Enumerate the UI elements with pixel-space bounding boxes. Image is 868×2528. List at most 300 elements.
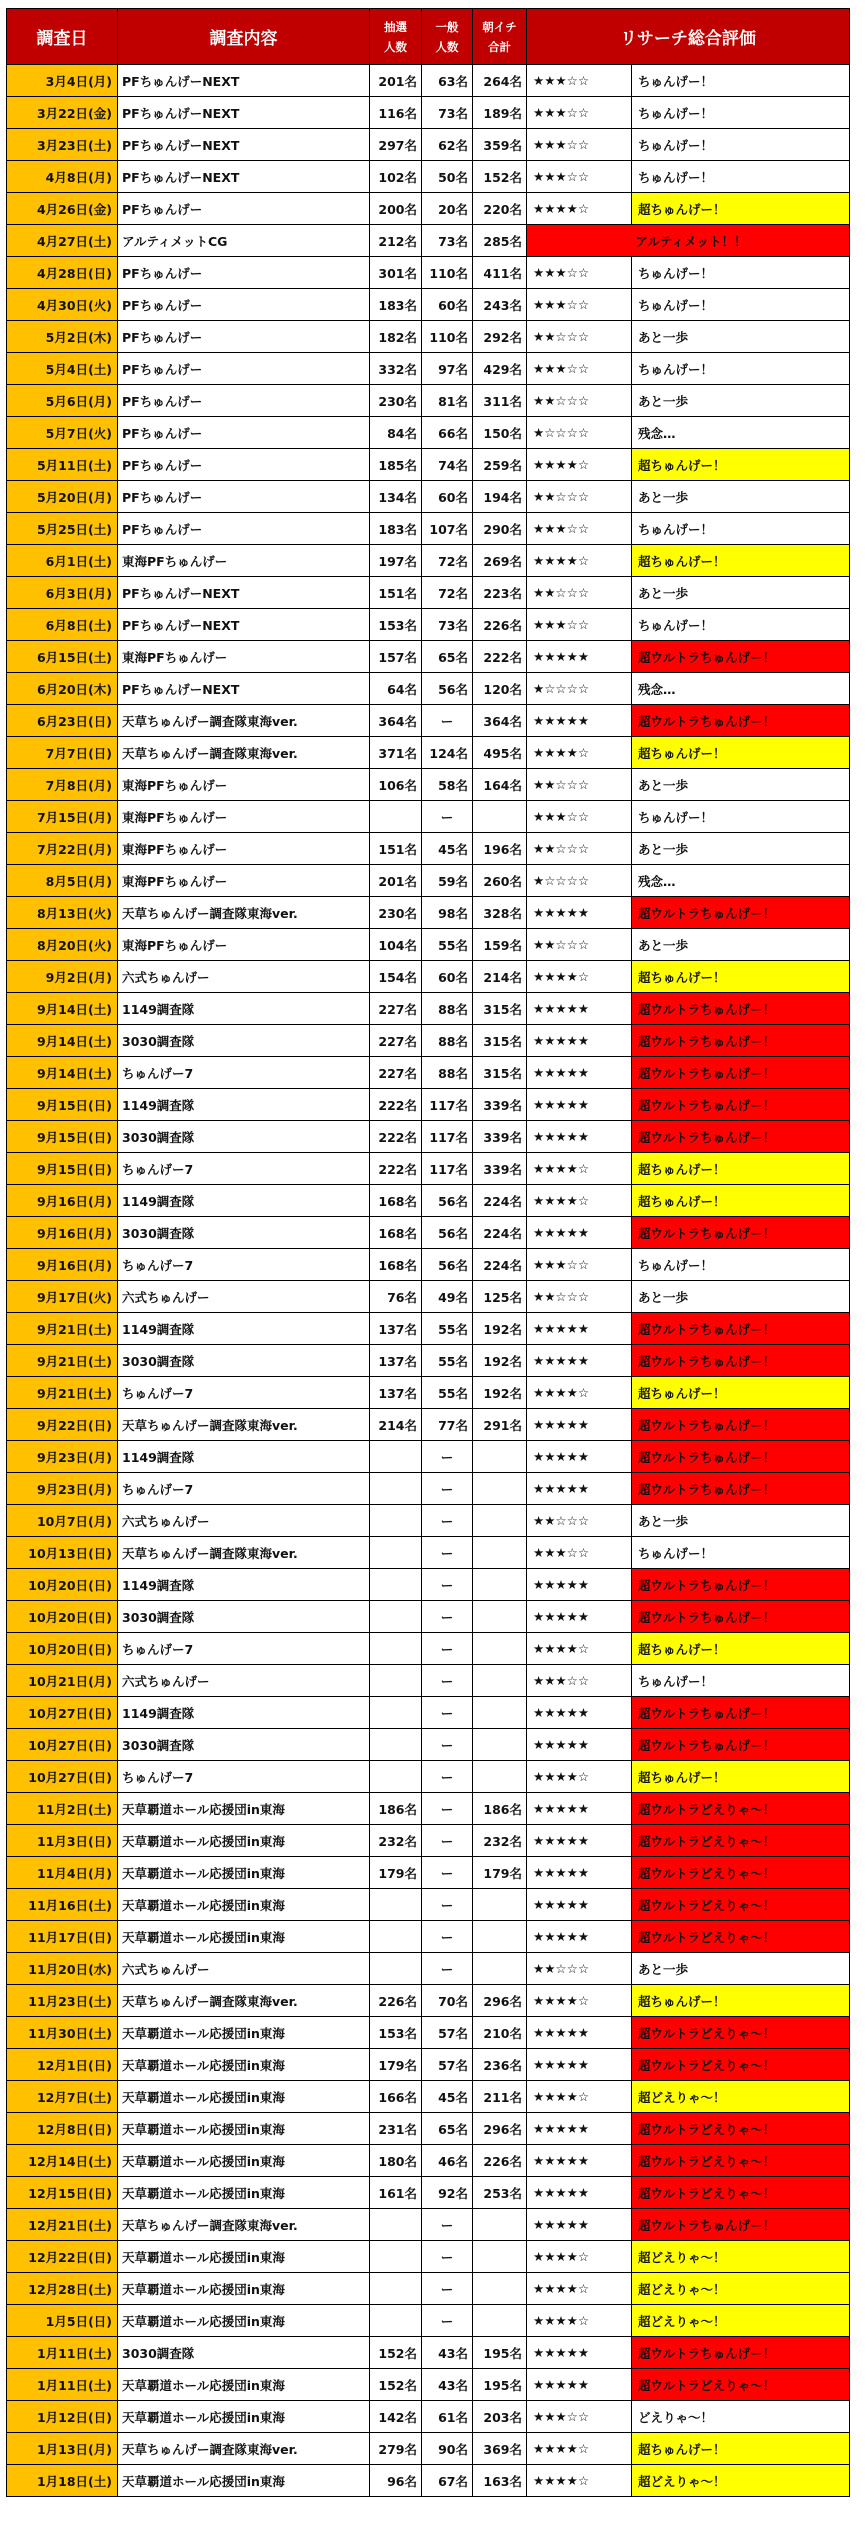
general-count-cell: 55名 — [422, 1377, 473, 1409]
lottery-count-cell — [370, 1569, 422, 1601]
stars-cell: ★★★☆☆ — [527, 289, 632, 321]
lottery-count-cell: 222名 — [370, 1089, 422, 1121]
lottery-count-cell: 152名 — [370, 2369, 422, 2401]
eval-cell: あと一歩 — [632, 833, 850, 865]
morning-total-cell: 150名 — [473, 417, 527, 449]
content-cell: 天草ちゅんげー調査隊東海ver. — [118, 2433, 370, 2465]
eval-cell: 超ウルトラちゅんげー！ — [632, 1313, 850, 1345]
stars-cell: ★★★☆☆ — [527, 161, 632, 193]
lottery-count-cell: 168名 — [370, 1217, 422, 1249]
date-cell: 3月22日(金) — [7, 97, 118, 129]
eval-cell: 超どえりゃ～！ — [632, 2081, 850, 2113]
content-cell: ちゅんげー7 — [118, 1153, 370, 1185]
date-cell: 11月20日(水) — [7, 1953, 118, 1985]
morning-total-cell: 195名 — [473, 2369, 527, 2401]
stars-cell: ★★★☆☆ — [527, 1665, 632, 1697]
date-cell: 11月2日(土) — [7, 1793, 118, 1825]
morning-total-cell: 364名 — [473, 705, 527, 737]
eval-cell: 超ちゅんげー！ — [632, 545, 850, 577]
eval-cell: 超ちゅんげー！ — [632, 1985, 850, 2017]
lottery-count-cell: 168名 — [370, 1249, 422, 1281]
table-row — [7, 289, 850, 321]
lottery-count-cell: 153名 — [370, 609, 422, 641]
eval-cell: ちゅんげー！ — [632, 353, 850, 385]
header-row — [7, 9, 850, 65]
content-cell: PFちゅんげーNEXT — [118, 97, 370, 129]
lottery-count-cell: 64名 — [370, 673, 422, 705]
general-count-cell: 46名 — [422, 2145, 473, 2177]
content-cell: 天草ちゅんげー調査隊東海ver. — [118, 705, 370, 737]
eval-cell: 超ウルトラちゅんげー！ — [632, 1057, 850, 1089]
general-count-cell: 124名 — [422, 737, 473, 769]
lottery-count-cell: 214名 — [370, 1409, 422, 1441]
eval-cell: 超ウルトラどえりゃ～！ — [632, 1825, 850, 1857]
content-cell: 天草覇道ホール応援団in東海 — [118, 2145, 370, 2177]
table-row — [7, 257, 850, 289]
stars-cell: ★★☆☆☆ — [527, 577, 632, 609]
stars-cell: ★★☆☆☆ — [527, 1281, 632, 1313]
lottery-count-cell — [370, 1441, 422, 1473]
table-row — [7, 1729, 850, 1761]
content-cell: 3030調査隊 — [118, 2337, 370, 2369]
table-row — [7, 545, 850, 577]
table-row — [7, 1153, 850, 1185]
morning-total-cell: 224名 — [473, 1217, 527, 1249]
date-cell: 1月13日(月) — [7, 2433, 118, 2465]
date-cell: 1月12日(日) — [7, 2401, 118, 2433]
eval-cell: 超ウルトラちゅんげー！ — [632, 705, 850, 737]
content-cell: 1149調査隊 — [118, 1697, 370, 1729]
date-cell: 5月2日(木) — [7, 321, 118, 353]
eval-cell: 超ウルトラちゅんげー！ — [632, 1569, 850, 1601]
lottery-count-cell — [370, 1601, 422, 1633]
morning-total-cell — [473, 1761, 527, 1793]
stars-cell: ★★★★☆ — [527, 1633, 632, 1665]
eval-cell: 超ちゅんげー！ — [632, 2433, 850, 2465]
date-cell: 4月27日(土) — [7, 225, 118, 257]
morning-total-cell — [473, 801, 527, 833]
general-count-cell: ー — [422, 1825, 473, 1857]
eval-cell: 超ウルトラどえりゃ～！ — [632, 2049, 850, 2081]
general-count-cell: 45名 — [422, 2081, 473, 2113]
date-cell: 11月16日(土) — [7, 1889, 118, 1921]
lottery-count-cell: 104名 — [370, 929, 422, 961]
eval-cell: ちゅんげー！ — [632, 129, 850, 161]
stars-cell: ★★★★★ — [527, 641, 632, 673]
eval-cell: 超ちゅんげー！ — [632, 1633, 850, 1665]
stars-cell: ★★★★☆ — [527, 2081, 632, 2113]
content-cell: PFちゅんげー — [118, 353, 370, 385]
date-cell: 5月4日(土) — [7, 353, 118, 385]
date-cell: 9月15日(日) — [7, 1089, 118, 1121]
date-cell: 12月21日(土) — [7, 2209, 118, 2241]
lottery-count-cell: 201名 — [370, 65, 422, 97]
morning-total-cell: 125名 — [473, 1281, 527, 1313]
date-cell: 9月14日(土) — [7, 1025, 118, 1057]
stars-cell: ★★★★★ — [527, 1441, 632, 1473]
lottery-count-cell — [370, 1537, 422, 1569]
morning-total-cell — [473, 2273, 527, 2305]
morning-total-cell: 339名 — [473, 1089, 527, 1121]
morning-total-cell: 220名 — [473, 193, 527, 225]
stars-cell: ★★★★★ — [527, 1889, 632, 1921]
stars-cell: ★★★★☆ — [527, 961, 632, 993]
general-count-cell: 59名 — [422, 865, 473, 897]
table-row — [7, 385, 850, 417]
stars-cell: ★★★★★ — [527, 1121, 632, 1153]
table-body — [7, 65, 850, 2497]
eval-cell: 超ちゅんげー！ — [632, 1377, 850, 1409]
lottery-count-cell: 185名 — [370, 449, 422, 481]
eval-cell: あと一歩 — [632, 1505, 850, 1537]
table-row — [7, 1505, 850, 1537]
content-cell: PFちゅんげーNEXT — [118, 577, 370, 609]
table-row — [7, 801, 850, 833]
lottery-count-cell: 152名 — [370, 2337, 422, 2369]
general-count-cell: 97名 — [422, 353, 473, 385]
date-cell: 11月23日(土) — [7, 1985, 118, 2017]
morning-total-cell: 164名 — [473, 769, 527, 801]
table-row — [7, 481, 850, 513]
morning-total-cell — [473, 1729, 527, 1761]
table-row — [7, 1793, 850, 1825]
date-cell: 4月30日(火) — [7, 289, 118, 321]
content-cell: 六式ちゅんげー — [118, 1665, 370, 1697]
morning-total-cell: 260名 — [473, 865, 527, 897]
table-row — [7, 929, 850, 961]
stars-cell: ★★★★★ — [527, 1729, 632, 1761]
lottery-count-cell: 180名 — [370, 2145, 422, 2177]
general-count-cell: 60名 — [422, 481, 473, 513]
date-cell: 9月15日(日) — [7, 1153, 118, 1185]
morning-total-cell: 236名 — [473, 2049, 527, 2081]
content-cell: PFちゅんげー — [118, 321, 370, 353]
date-cell: 6月20日(木) — [7, 673, 118, 705]
morning-total-cell: 226名 — [473, 609, 527, 641]
morning-total-cell: 179名 — [473, 1857, 527, 1889]
content-cell: 1149調査隊 — [118, 1313, 370, 1345]
stars-cell: ★★☆☆☆ — [527, 833, 632, 865]
research-table — [6, 8, 850, 2497]
stars-cell: ★★★★☆ — [527, 2433, 632, 2465]
date-cell: 10月21日(月) — [7, 1665, 118, 1697]
content-cell: ちゅんげー7 — [118, 1473, 370, 1505]
general-count-cell: 63名 — [422, 65, 473, 97]
stars-cell: ★★★★★ — [527, 1313, 632, 1345]
general-count-cell: 55名 — [422, 1313, 473, 1345]
eval-cell: 超ちゅんげー！ — [632, 1153, 850, 1185]
general-count-cell: 49名 — [422, 1281, 473, 1313]
date-cell: 10月27日(日) — [7, 1761, 118, 1793]
eval-cell: 超ウルトラちゅんげー！ — [632, 1217, 850, 1249]
morning-total-cell: 189名 — [473, 97, 527, 129]
content-cell: PFちゅんげー — [118, 385, 370, 417]
eval-cell: ちゅんげー！ — [632, 1537, 850, 1569]
stars-cell: ★★★☆☆ — [527, 65, 632, 97]
stars-cell: ★★☆☆☆ — [527, 385, 632, 417]
table-row — [7, 129, 850, 161]
eval-cell: あと一歩 — [632, 577, 850, 609]
table-row — [7, 1697, 850, 1729]
table-row — [7, 1281, 850, 1313]
morning-total-cell — [473, 2305, 527, 2337]
date-cell: 6月23日(日) — [7, 705, 118, 737]
general-count-cell: 110名 — [422, 257, 473, 289]
content-cell: 天草覇道ホール応援団in東海 — [118, 1857, 370, 1889]
stars-cell: ★★★★★ — [527, 2369, 632, 2401]
content-cell: 天草覇道ホール応援団in東海 — [118, 1793, 370, 1825]
date-cell: 1月5日(日) — [7, 2305, 118, 2337]
morning-total-cell: 296名 — [473, 2113, 527, 2145]
content-cell: 天草ちゅんげー調査隊東海ver. — [118, 897, 370, 929]
table-row — [7, 769, 850, 801]
eval-cell: 超ウルトラちゅんげー！ — [632, 1345, 850, 1377]
content-cell: 天草覇道ホール応援団in東海 — [118, 2401, 370, 2433]
date-cell: 5月7日(火) — [7, 417, 118, 449]
general-count-cell: 60名 — [422, 289, 473, 321]
eval-cell: 超ウルトラちゅんげー！ — [632, 2337, 850, 2369]
stars-cell: ★★★★☆ — [527, 193, 632, 225]
general-count-cell: ー — [422, 1857, 473, 1889]
eval-cell: 超ウルトラちゅんげー！ — [632, 1473, 850, 1505]
lottery-count-cell: 102名 — [370, 161, 422, 193]
header-content: 調査内容 — [118, 9, 370, 65]
lottery-count-cell: 371名 — [370, 737, 422, 769]
stars-cell: ★★★★★ — [527, 2145, 632, 2177]
table-row — [7, 577, 850, 609]
general-count-cell: 56名 — [422, 1217, 473, 1249]
general-count-cell: 70名 — [422, 1985, 473, 2017]
general-count-cell: ー — [422, 1601, 473, 1633]
lottery-count-cell: 230名 — [370, 897, 422, 929]
general-count-cell: 73名 — [422, 225, 473, 257]
lottery-count-cell: 151名 — [370, 833, 422, 865]
morning-total-cell: 224名 — [473, 1249, 527, 1281]
morning-total-cell — [473, 1953, 527, 1985]
lottery-count-cell: 279名 — [370, 2433, 422, 2465]
eval-cell: 超ウルトラちゅんげー！ — [632, 1729, 850, 1761]
lottery-count-cell: 200名 — [370, 193, 422, 225]
lottery-count-cell: 201名 — [370, 865, 422, 897]
stars-cell: ★★★☆☆ — [527, 609, 632, 641]
date-cell: 11月30日(土) — [7, 2017, 118, 2049]
general-count-cell: ー — [422, 1441, 473, 1473]
general-count-cell: 107名 — [422, 513, 473, 545]
stars-cell: ★★☆☆☆ — [527, 1953, 632, 1985]
date-cell: 6月15日(土) — [7, 641, 118, 673]
lottery-count-cell: 154名 — [370, 961, 422, 993]
morning-total-cell: 291名 — [473, 1409, 527, 1441]
stars-cell: ★★★★★ — [527, 2177, 632, 2209]
content-cell: PFちゅんげーNEXT — [118, 673, 370, 705]
general-count-cell: 57名 — [422, 2049, 473, 2081]
date-cell: 5月6日(月) — [7, 385, 118, 417]
lottery-count-cell: 151名 — [370, 577, 422, 609]
content-cell: 1149調査隊 — [118, 1089, 370, 1121]
date-cell: 7月8日(月) — [7, 769, 118, 801]
eval-cell: 超ウルトラちゅんげー！ — [632, 641, 850, 673]
table-row — [7, 2241, 850, 2273]
lottery-count-cell: 153名 — [370, 2017, 422, 2049]
lottery-count-cell: 137名 — [370, 1313, 422, 1345]
stars-cell: ★★★★★ — [527, 2017, 632, 2049]
eval-cell: あと一歩 — [632, 1953, 850, 1985]
content-cell: ちゅんげー7 — [118, 1057, 370, 1089]
eval-cell: 超ウルトラちゅんげー！ — [632, 1409, 850, 1441]
lottery-count-cell: 227名 — [370, 1025, 422, 1057]
content-cell: 天草覇道ホール応援団in東海 — [118, 2017, 370, 2049]
table-row — [7, 2465, 850, 2497]
lottery-count-cell: 84名 — [370, 417, 422, 449]
content-cell: 東海PFちゅんげー — [118, 865, 370, 897]
eval-cell: 超ちゅんげー！ — [632, 737, 850, 769]
stars-cell: ★★★☆☆ — [527, 129, 632, 161]
date-cell: 7月22日(月) — [7, 833, 118, 865]
table-row — [7, 1441, 850, 1473]
stars-cell: ★★★★★ — [527, 2049, 632, 2081]
date-cell: 9月14日(土) — [7, 993, 118, 1025]
lottery-count-cell — [370, 1505, 422, 1537]
date-cell: 12月15日(日) — [7, 2177, 118, 2209]
general-count-cell: ー — [422, 1793, 473, 1825]
table-row — [7, 1665, 850, 1697]
date-cell: 9月17日(火) — [7, 1281, 118, 1313]
header-eval: リサーチ総合評価 — [527, 9, 850, 65]
header-morning-text: 朝イチ 合計 — [482, 19, 517, 54]
content-cell: 3030調査隊 — [118, 1601, 370, 1633]
eval-cell: あと一歩 — [632, 769, 850, 801]
morning-total-cell: 315名 — [473, 993, 527, 1025]
general-count-cell: 67名 — [422, 2465, 473, 2497]
lottery-count-cell — [370, 1889, 422, 1921]
eval-cell: 超どえりゃ～！ — [632, 2273, 850, 2305]
content-cell: 六式ちゅんげー — [118, 1505, 370, 1537]
stars-cell: ★★★★☆ — [527, 545, 632, 577]
morning-total-cell: 359名 — [473, 129, 527, 161]
header-lottery — [370, 9, 422, 65]
lottery-count-cell — [370, 2305, 422, 2337]
stars-cell: ★★★☆☆ — [527, 97, 632, 129]
general-count-cell: 43名 — [422, 2337, 473, 2369]
lottery-count-cell: 231名 — [370, 2113, 422, 2145]
morning-total-cell: 339名 — [473, 1153, 527, 1185]
date-cell: 12月1日(日) — [7, 2049, 118, 2081]
lottery-count-cell: 76名 — [370, 1281, 422, 1313]
lottery-count-cell — [370, 1633, 422, 1665]
lottery-count-cell — [370, 2273, 422, 2305]
morning-total-cell — [473, 2241, 527, 2273]
lottery-count-cell — [370, 1697, 422, 1729]
content-cell: PFちゅんげー — [118, 513, 370, 545]
date-cell: 1月18日(土) — [7, 2465, 118, 2497]
general-count-cell: ー — [422, 1569, 473, 1601]
general-count-cell: 72名 — [422, 577, 473, 609]
table-row — [7, 1377, 850, 1409]
date-cell: 8月5日(月) — [7, 865, 118, 897]
lottery-count-cell: 297名 — [370, 129, 422, 161]
content-cell: 1149調査隊 — [118, 993, 370, 1025]
content-cell: 天草ちゅんげー調査隊東海ver. — [118, 1985, 370, 2017]
morning-total-cell: 210名 — [473, 2017, 527, 2049]
stars-cell: ★★★★☆ — [527, 449, 632, 481]
content-cell: ちゅんげー7 — [118, 1633, 370, 1665]
date-cell: 10月27日(日) — [7, 1697, 118, 1729]
general-count-cell: 65名 — [422, 2113, 473, 2145]
content-cell: 東海PFちゅんげー — [118, 769, 370, 801]
general-count-cell: ー — [422, 1473, 473, 1505]
eval-cell: あと一歩 — [632, 321, 850, 353]
lottery-count-cell: 222名 — [370, 1153, 422, 1185]
stars-cell: ★★★★★ — [527, 1825, 632, 1857]
content-cell: PFちゅんげーNEXT — [118, 609, 370, 641]
general-count-cell: 45名 — [422, 833, 473, 865]
table-row — [7, 833, 850, 865]
stars-cell: ★★★★★ — [527, 1057, 632, 1089]
stars-cell: ★★★★★ — [527, 2209, 632, 2241]
morning-total-cell — [473, 1889, 527, 1921]
morning-total-cell — [473, 1473, 527, 1505]
table-row — [7, 353, 850, 385]
table-row — [7, 1217, 850, 1249]
content-cell: 天草ちゅんげー調査隊東海ver. — [118, 1409, 370, 1441]
eval-cell: ちゅんげー！ — [632, 161, 850, 193]
date-cell: 6月1日(土) — [7, 545, 118, 577]
content-cell: 天草覇道ホール応援団in東海 — [118, 2305, 370, 2337]
morning-total-cell: 292名 — [473, 321, 527, 353]
date-cell: 10月20日(日) — [7, 1601, 118, 1633]
stars-cell: ★☆☆☆☆ — [527, 865, 632, 897]
general-count-cell: ー — [422, 705, 473, 737]
general-count-cell: 73名 — [422, 97, 473, 129]
lottery-count-cell: 182名 — [370, 321, 422, 353]
stars-cell: ★★★★★ — [527, 1857, 632, 1889]
eval-cell: ちゅんげー！ — [632, 97, 850, 129]
date-cell: 5月11日(土) — [7, 449, 118, 481]
general-count-cell: 81名 — [422, 385, 473, 417]
stars-cell: ★★★★★ — [527, 2113, 632, 2145]
table-row — [7, 2049, 850, 2081]
stars-cell: ★★★★☆ — [527, 1153, 632, 1185]
date-cell: 6月8日(土) — [7, 609, 118, 641]
lottery-count-cell: 226名 — [370, 1985, 422, 2017]
morning-total-cell — [473, 1633, 527, 1665]
morning-total-cell: 296名 — [473, 1985, 527, 2017]
content-cell: アルティメットCG — [118, 225, 370, 257]
morning-total-cell: 269名 — [473, 545, 527, 577]
morning-total-cell: 224名 — [473, 1185, 527, 1217]
content-cell: ちゅんげー7 — [118, 1761, 370, 1793]
eval-cell: 超ちゅんげー！ — [632, 961, 850, 993]
general-count-cell: 117名 — [422, 1121, 473, 1153]
content-cell: 天草覇道ホール応援団in東海 — [118, 2081, 370, 2113]
date-cell: 10月7日(月) — [7, 1505, 118, 1537]
table-row — [7, 2337, 850, 2369]
general-count-cell: ー — [422, 1889, 473, 1921]
table-row — [7, 513, 850, 545]
stars-cell: ★☆☆☆☆ — [527, 417, 632, 449]
stars-cell: ★★★☆☆ — [527, 1249, 632, 1281]
table-row — [7, 609, 850, 641]
general-count-cell: ー — [422, 1729, 473, 1761]
table-row — [7, 1857, 850, 1889]
morning-total-cell — [473, 1601, 527, 1633]
table-row — [7, 673, 850, 705]
general-count-cell: ー — [422, 1633, 473, 1665]
morning-total-cell: 232名 — [473, 1825, 527, 1857]
stars-cell: ★★★☆☆ — [527, 257, 632, 289]
table-row — [7, 737, 850, 769]
eval-cell: 超どえりゃ～！ — [632, 2465, 850, 2497]
